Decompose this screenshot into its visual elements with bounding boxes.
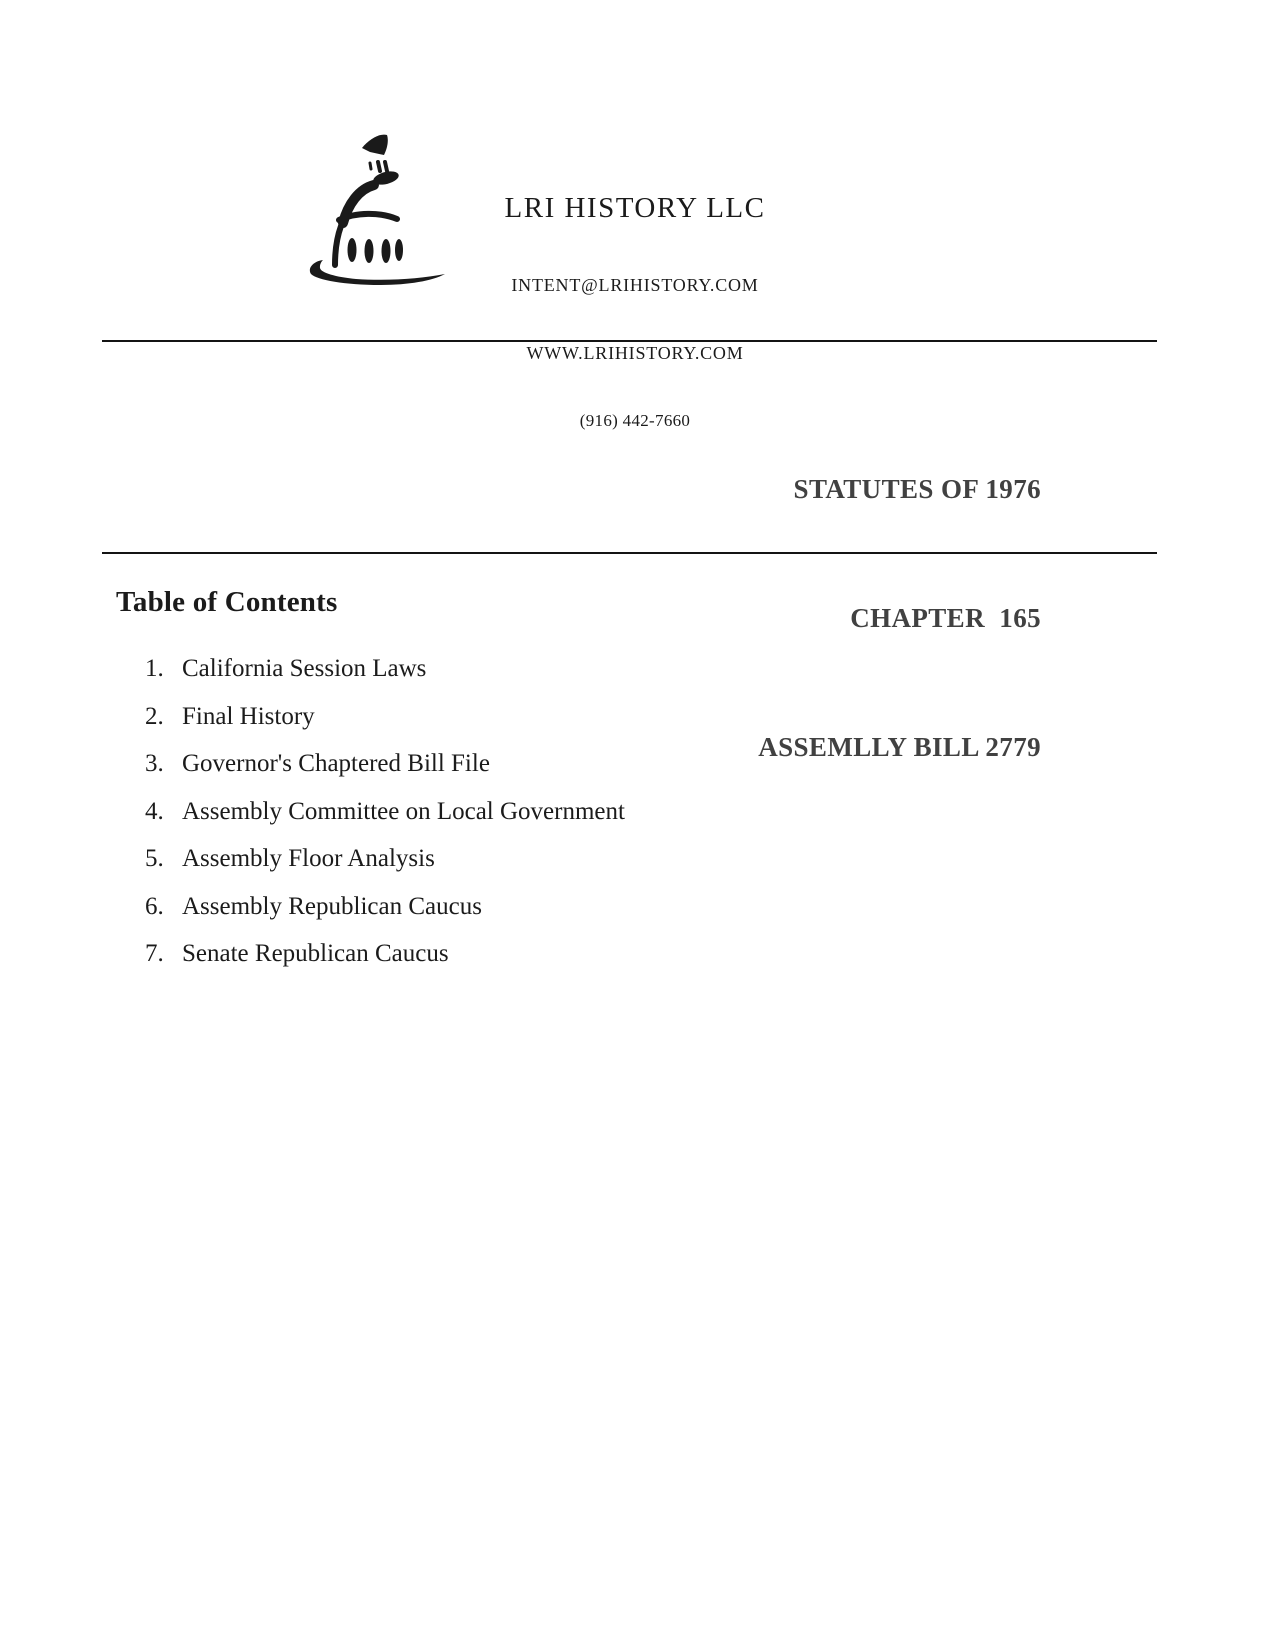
toc-item-label: California Session Laws xyxy=(182,655,427,682)
toc-item-label: Governor's Chaptered Bill File xyxy=(182,750,490,777)
toc-item xyxy=(145,750,625,779)
toc-item xyxy=(145,845,625,874)
toc-item-number: 1. xyxy=(145,655,164,682)
toc-item-number: 2. xyxy=(145,702,164,730)
toc-item-number: 6. xyxy=(145,892,164,920)
toc-item-number: 7. xyxy=(145,940,164,967)
capitol-dome-icon xyxy=(290,118,452,296)
company-logo xyxy=(290,118,452,296)
contact-phone: (916) 442-7660 xyxy=(579,411,691,430)
toc-item-label: Senate Republican Caucus xyxy=(182,940,449,967)
toc-item-number: 4. xyxy=(145,797,164,825)
contact-email: INTENT@LRIHISTORY.COM xyxy=(511,275,759,295)
toc-item xyxy=(145,798,625,827)
bill-line: ASSEMLLY BILL 2779 xyxy=(758,732,1041,762)
toc-heading: Table of Contents xyxy=(116,586,338,618)
reference-block xyxy=(758,382,1041,855)
statutes-line: STATUTES OF 1976 xyxy=(793,474,1041,504)
company-name: LRI HISTORY LLC xyxy=(504,192,766,224)
toc-item-number: 3. xyxy=(145,750,164,777)
toc-item-label: Assembly Republican Caucus xyxy=(182,892,482,920)
toc-item-number: 5. xyxy=(145,845,164,872)
toc-item xyxy=(145,940,625,969)
chapter-line: CHAPTER 165 xyxy=(850,603,1041,633)
contact-website: WWW.LRIHISTORY.COM xyxy=(526,343,744,363)
toc-list xyxy=(145,655,625,988)
toc-item-label: Assembly Floor Analysis xyxy=(182,845,435,872)
toc-item-label: Assembly Committee on Local Government xyxy=(182,797,625,825)
toc-item xyxy=(145,893,625,922)
toc-item-label: Final History xyxy=(182,702,315,730)
toc-item xyxy=(145,703,625,732)
horizontal-rule-bottom xyxy=(102,552,1157,554)
toc-item xyxy=(145,655,625,684)
horizontal-rule-top xyxy=(102,340,1157,342)
